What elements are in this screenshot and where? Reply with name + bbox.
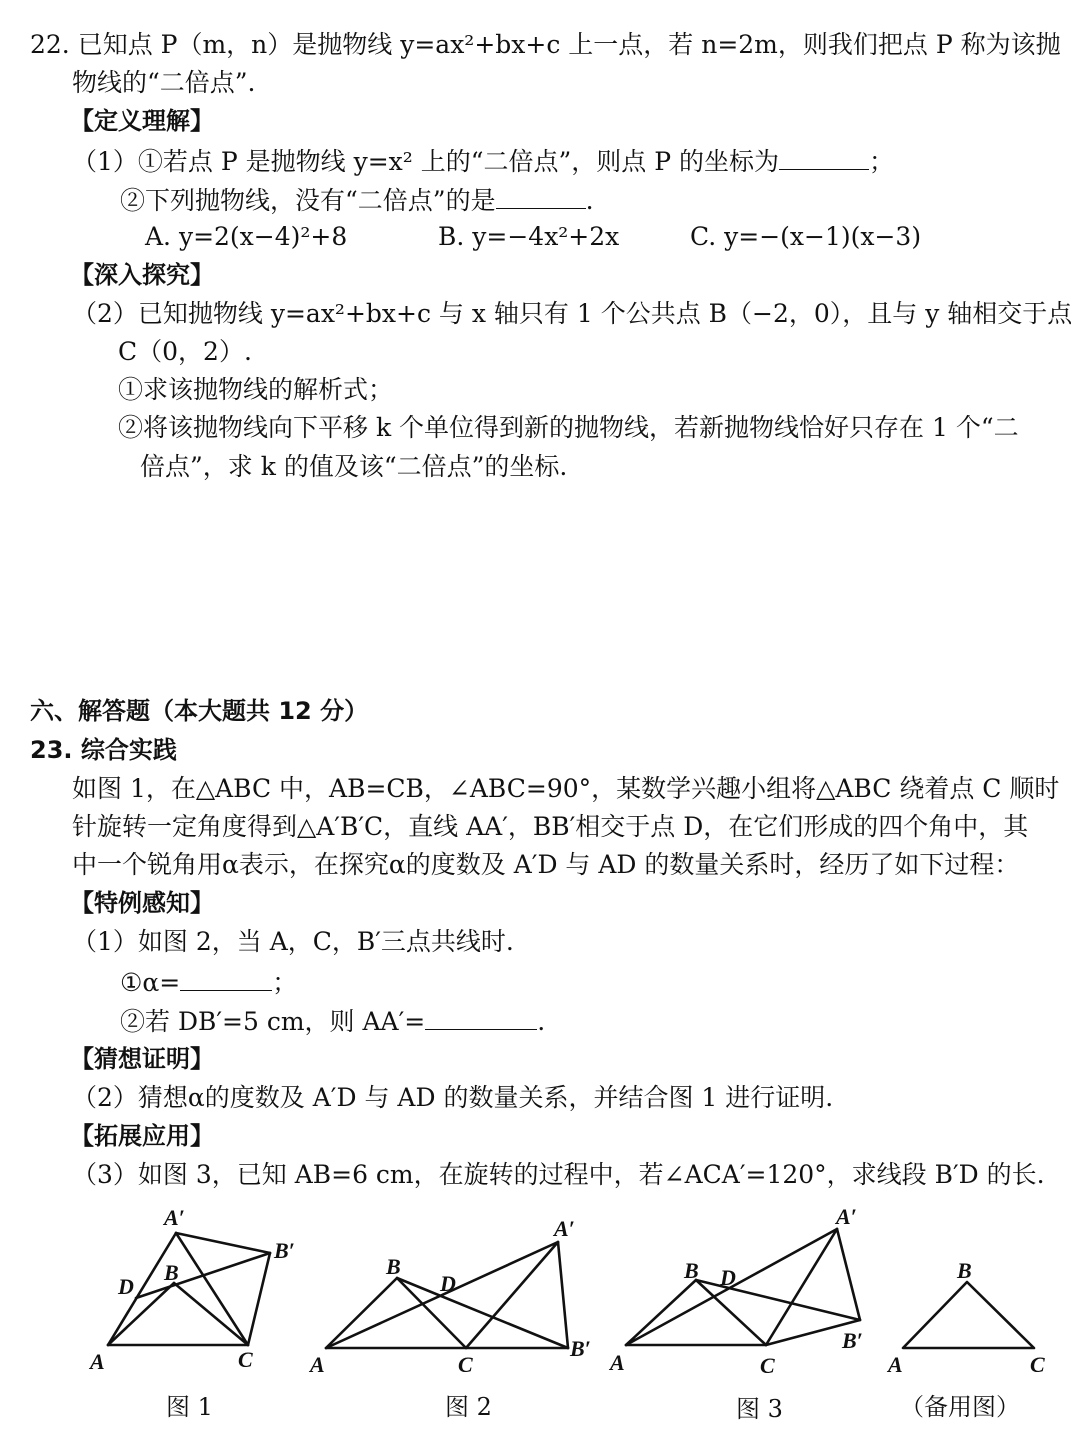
q22-part2-a: ①求该抛物线的解析式； xyxy=(118,375,394,404)
q22-part1-a-end: ； xyxy=(868,147,894,176)
q23-intro-line2: 针旋转一定角度得到△A′B′C，直线 AA′，BB′相交于点 D，在它们形成的四个角中，其 xyxy=(72,812,1029,841)
fig2-label-B-prime: B′ xyxy=(570,1336,591,1361)
q23-part3: （3）如图 3，已知 AB=6 cm，在旋转的过程中，若∠ACA′=120°，求线段 B′D 的长. xyxy=(72,1160,1045,1189)
q22-part1-b-text: ②下列抛物线，没有“二倍点”的是 xyxy=(120,186,496,215)
q23-heading-guess: 【猜想证明】 xyxy=(70,1045,214,1073)
q23-part1-b-end: . xyxy=(537,1007,546,1036)
q23-heading-extend: 【拓展应用】 xyxy=(70,1122,214,1150)
fig3-label-D: D xyxy=(720,1265,736,1290)
fig3-caption: 图 3 xyxy=(736,1395,783,1423)
fig4-caption: （备用图） xyxy=(900,1393,1020,1421)
q23-part1-a-end: ； xyxy=(272,968,298,997)
fig2-caption: 图 2 xyxy=(445,1393,492,1421)
fig1-label-A-prime: A′ xyxy=(164,1205,185,1230)
fig1-label-B: B xyxy=(164,1260,179,1285)
q22-option-b: B. y=−4x²+2x xyxy=(438,222,620,251)
q22-part1-b-end: . xyxy=(585,186,594,215)
fig2-label-B: B xyxy=(386,1254,401,1279)
q22-intro-line1: 22. 已知点 P（m，n）是抛物线 y=ax²+bx+c 上一点，若 n=2m，则我们把点 P 称为该抛 xyxy=(30,30,1061,59)
fig3-label-A-prime: A′ xyxy=(836,1204,857,1229)
q22-part2-b-line1: ②将该抛物线向下平移 k 个单位得到新的抛物线，若新抛物线恰好只存在 1 个“二 xyxy=(118,413,1019,442)
q22-heading-explore: 【深入探究】 xyxy=(70,261,214,289)
fig1-label-B-prime: B′ xyxy=(274,1238,295,1263)
fig2-label-C: C xyxy=(458,1352,473,1377)
fig4-label-C: C xyxy=(1030,1352,1045,1377)
fig1-label-C: C xyxy=(238,1347,253,1372)
q23-part1-b-text: ②若 DB′=5 cm，则 AA′= xyxy=(120,1007,426,1036)
q23-part1: （1）如图 2，当 A，C，B′三点共线时. xyxy=(72,927,514,956)
q22-part2-b-line2: 倍点”，求 k 的值及该“二倍点”的坐标. xyxy=(140,452,568,481)
q22-part2-line1: （2）已知抛物线 y=ax²+bx+c 与 x 轴只有 1 个公共点 B（−2，0），且与 y 轴相交于点 xyxy=(72,299,1073,328)
section-6-title: 六、解答题（本大题共 12 分） xyxy=(30,697,369,725)
q22-heading-define: 【定义理解】 xyxy=(70,107,214,135)
q22-option-a: A. y=2(x−4)²+8 xyxy=(145,222,348,251)
q22-intro-line2: 物线的“二倍点”. xyxy=(72,68,256,97)
fig1-label-A: A xyxy=(90,1349,105,1374)
q23-part2: （2）猜想α的度数及 A′D 与 AD 的数量关系，并结合图 1 进行证明. xyxy=(72,1083,834,1112)
q22-option-c: C. y=−(x−1)(x−3) xyxy=(690,222,922,251)
fig4-label-A: A xyxy=(888,1352,903,1377)
q23-intro-line3: 中一个锐角用α表示，在探究α的度数及 A′D 与 AD 的数量关系时，经历了如下过程： xyxy=(72,850,1020,879)
fig3-label-C: C xyxy=(760,1353,775,1378)
fig1-label-D: D xyxy=(118,1274,134,1299)
fig1-caption: 图 1 xyxy=(166,1393,213,1421)
q23-title: 23. 综合实践 xyxy=(30,736,177,764)
fig4-triangle-ABC xyxy=(903,1282,1034,1348)
fig2-label-D: D xyxy=(440,1271,456,1296)
fig4-label-B: B xyxy=(957,1258,972,1283)
q23-intro-line1: 如图 1，在△ABC 中，AB=CB，∠ABC=90°，某数学兴趣小组将△ABC 绕着点 C 顺时 xyxy=(72,774,1060,803)
q23-heading-special: 【特例感知】 xyxy=(70,889,214,917)
fig2-label-A-prime: A′ xyxy=(554,1216,575,1241)
fig2-label-A: A xyxy=(310,1352,325,1377)
q22-part2-line2: C（0，2）. xyxy=(118,337,252,366)
fig3-label-A: A xyxy=(610,1350,625,1375)
fig3-label-B-prime: B′ xyxy=(842,1328,863,1353)
q22-part1-a-text: （1）①若点 P 是抛物线 y=x² 上的“二倍点”，则点 P 的坐标为 xyxy=(72,147,779,176)
q23-part1-a-text: ①α= xyxy=(120,968,181,997)
fig3-label-B: B xyxy=(684,1258,699,1283)
